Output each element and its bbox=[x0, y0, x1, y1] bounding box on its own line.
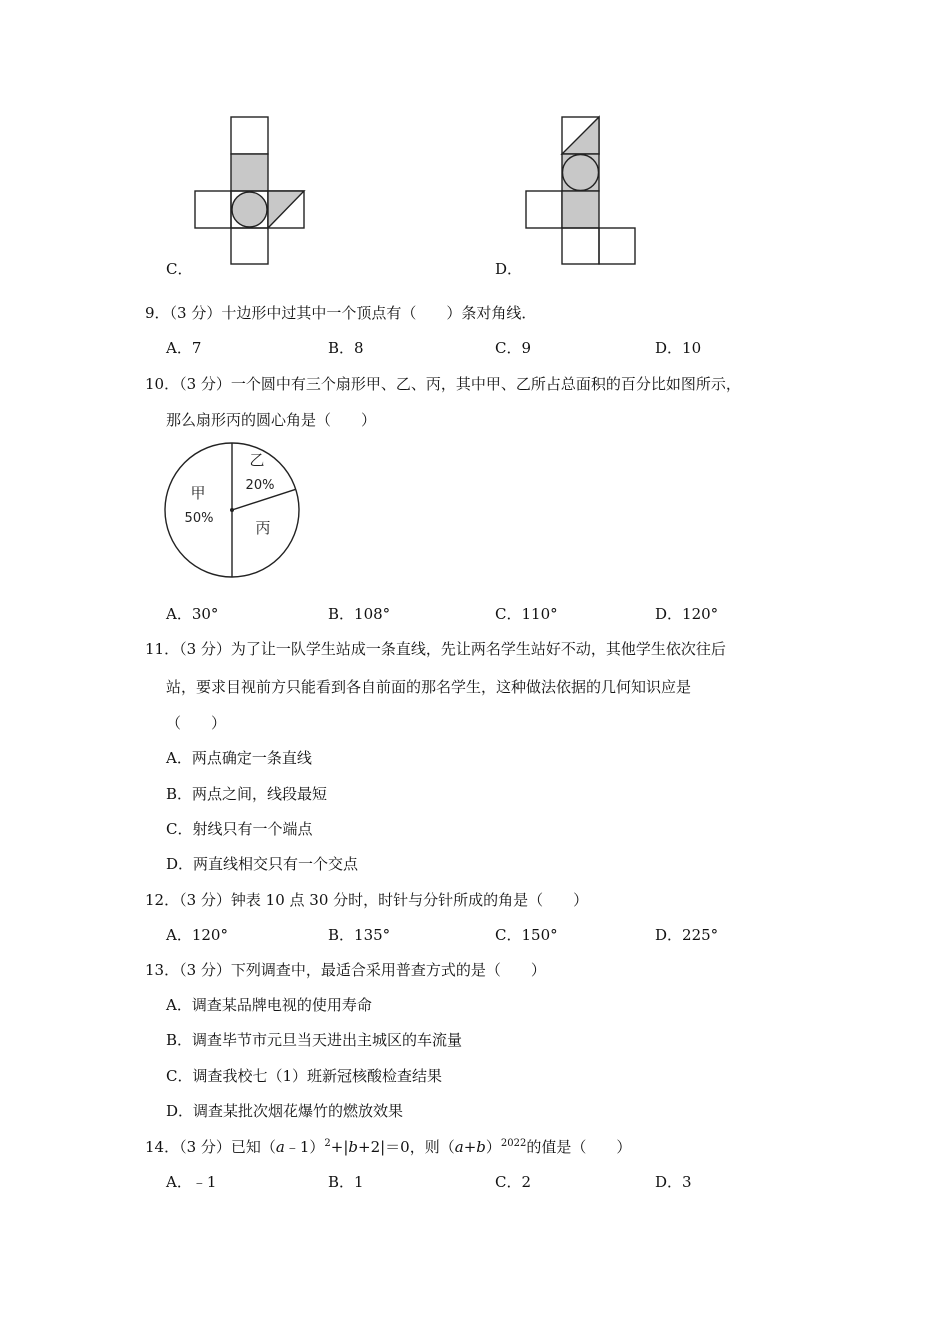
q9-option-a[interactable]: A．7 bbox=[166, 339, 202, 357]
q10-option-d[interactable]: D．120° bbox=[655, 605, 719, 623]
q12-option-b[interactable]: B．135° bbox=[328, 926, 391, 944]
slice-jia-label: 50% bbox=[184, 511, 214, 526]
q14-abs-rest: +2|＝0，则（ bbox=[358, 1138, 455, 1156]
q9-option-c[interactable]: C．9 bbox=[495, 339, 532, 357]
question-11-stem-line3: （ ） bbox=[166, 714, 227, 732]
q9-option-b[interactable]: B．8 bbox=[328, 339, 364, 357]
question-13-stem: 13．（3 分）下列调查中，最适合采用普查方式的是（ ） bbox=[145, 961, 546, 979]
slice-jia-name: 甲 bbox=[190, 484, 206, 502]
option-d-label[interactable]: D． bbox=[495, 260, 523, 278]
q14-option-b[interactable]: B．1 bbox=[328, 1173, 364, 1191]
q14-tail: 的值是（ ） bbox=[526, 1138, 632, 1156]
q11-option-c[interactable]: C．射线只有一个端点 bbox=[166, 820, 313, 838]
question-9-stem: 9．（3 分）十边形中过其中一个顶点有（ ）条对角线． bbox=[145, 304, 537, 322]
question-10-stem-line2: 那么扇形丙的圆心角是（ ） bbox=[166, 411, 377, 429]
q11-option-d[interactable]: D．两直线相交只有一个交点 bbox=[166, 855, 359, 873]
question-14-stem bbox=[145, 1137, 631, 1157]
q14-var-b: b bbox=[348, 1138, 359, 1156]
option-c-label[interactable]: C． bbox=[166, 260, 193, 278]
q12-option-a[interactable]: A．120° bbox=[166, 926, 228, 944]
q14-close: ） bbox=[485, 1138, 501, 1156]
q14-minus-one: ﹣1） bbox=[284, 1138, 325, 1156]
question-11-stem-line2: 站，要求目视前方只能看到各自前面的那名学生，这种做法依据的几何知识应是 bbox=[166, 678, 692, 696]
q11-option-b[interactable]: B．两点之间，线段最短 bbox=[166, 785, 328, 803]
q11-option-a[interactable]: A．两点确定一条直线 bbox=[166, 749, 312, 767]
q10-option-a[interactable]: A．30° bbox=[166, 605, 219, 623]
q14-option-a[interactable]: A．﹣1 bbox=[166, 1173, 217, 1191]
q14-option-c[interactable]: C．2 bbox=[495, 1173, 532, 1191]
q12-option-c[interactable]: C．150° bbox=[495, 926, 558, 944]
slice-yi-label: 20% bbox=[245, 478, 275, 493]
q13-option-a[interactable]: A．调查某品牌电视的使用寿命 bbox=[166, 996, 372, 1014]
q14-prefix: 14．（3 分）已知（ bbox=[145, 1138, 276, 1156]
pie-chart bbox=[160, 438, 305, 583]
q13-option-d[interactable]: D．调查某批次烟花爆竹的燃放效果 bbox=[166, 1102, 404, 1120]
q10-option-b[interactable]: B．108° bbox=[328, 605, 391, 623]
q14-var-a: a bbox=[275, 1138, 285, 1156]
q12-option-d[interactable]: D．225° bbox=[655, 926, 719, 944]
q14-plus-abs: +| bbox=[330, 1138, 349, 1156]
q13-option-b[interactable]: B．调查毕节市元旦当天进出主城区的车流量 bbox=[166, 1031, 463, 1049]
q9-option-d[interactable]: D．10 bbox=[655, 339, 702, 357]
slice-bing-name: 丙 bbox=[255, 519, 271, 537]
q14-var-a2: a bbox=[454, 1138, 464, 1156]
cube-net-c bbox=[194, 116, 306, 266]
q14-option-d[interactable]: D．3 bbox=[655, 1173, 692, 1191]
slice-yi-name: 乙 bbox=[249, 451, 265, 469]
q13-option-c[interactable]: C．调查我校七（1）班新冠核酸检查结果 bbox=[166, 1067, 443, 1085]
question-11-stem-line1: 11．（3 分）为了让一队学生站成一条直线，先让两名学生站好不动，其他学生依次往后 bbox=[145, 640, 726, 658]
q14-exponent-2: 2 bbox=[324, 1138, 331, 1149]
cube-net-d bbox=[525, 116, 637, 266]
q14-plus: + bbox=[463, 1138, 477, 1156]
question-12-stem: 12．（3 分）钟表 10 点 30 分时，时针与分针所成的角是（ ） bbox=[145, 891, 589, 909]
q14-var-b2: b bbox=[476, 1138, 486, 1156]
q14-exponent-2022: 2022 bbox=[500, 1138, 527, 1149]
q10-option-c[interactable]: C．110° bbox=[495, 605, 558, 623]
question-10-stem-line1: 10．（3 分）一个圆中有三个扇形甲、乙、丙，其中甲、乙所占总面积的百分比如图所示， bbox=[145, 375, 741, 393]
